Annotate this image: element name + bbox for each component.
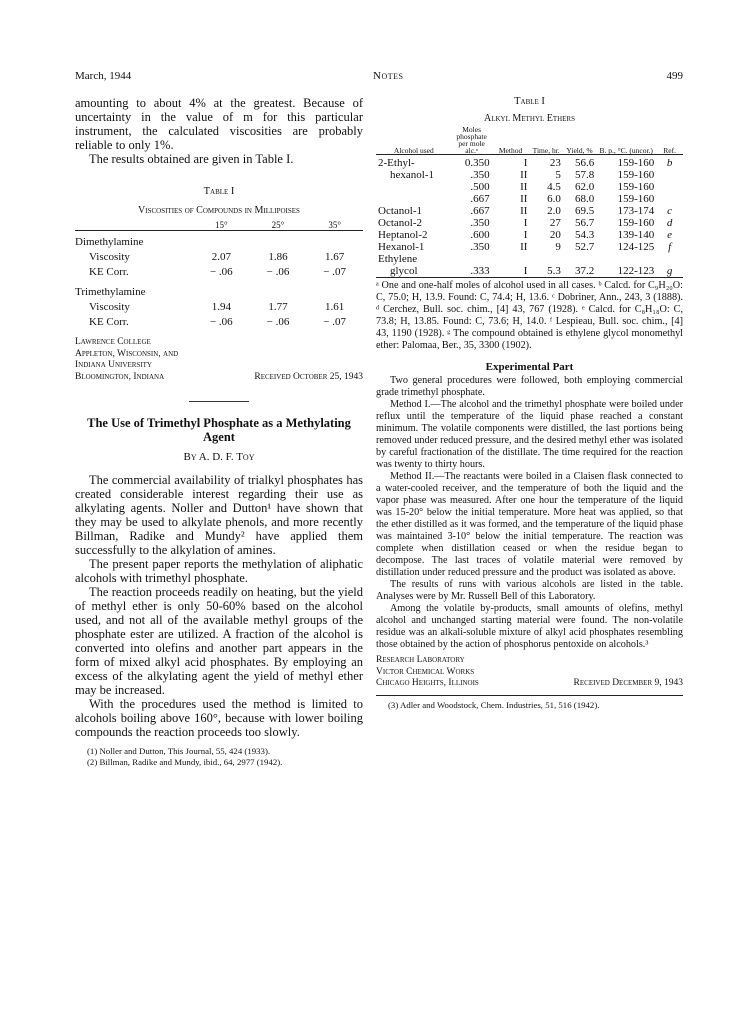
table-cell: 4.5	[547, 181, 561, 193]
table-cell: 62.0	[574, 181, 595, 193]
table-row	[376, 241, 683, 253]
table-cell	[656, 181, 683, 193]
table-cell: .350	[470, 169, 490, 181]
group-name: Trimethylamine	[75, 286, 146, 298]
table-cell: 159-160	[617, 181, 655, 193]
running-header-section: Notes	[373, 70, 404, 82]
table-footnotes: ᵃ One and one-half moles of alcohol used in all cases. ᵇ Calcd. for C₉H₂₀O: C, 75.0; H, 13.9. Found: C, 74.4; H, 13.6. ᶜ Dobriner, Ann., 243, 3 (1888). ᵈ Cerchez, Bull. soc. chim., [4] 43, 767 (1928). ᵉ Calcd. for C₈H₁₈O: C, 73.8; H, 13.85. Found: C, 73.6; H, 14.0. ᶠ Lespieau, Bull. soc. chim., [4] 43, 1190 (1928). ᵍ The compound obtained is ethylene glycol monomethyl ether: Palomaa, Ber., 35, 3300 (1902).	[376, 280, 683, 351]
table-cell: − .06	[266, 316, 290, 328]
table-cell: − .06	[209, 316, 233, 328]
table-cell: II	[520, 169, 528, 181]
table-cell: Heptanol-2	[378, 229, 428, 241]
affiliation-line: Lawrence College	[75, 337, 151, 347]
table-cell: 1.77	[268, 300, 288, 313]
table-cell: 1.94	[211, 300, 231, 313]
table-cell: 2.0	[547, 205, 561, 217]
running-header-date: March, 1944	[75, 70, 132, 82]
table-cell: 159-160	[617, 217, 655, 229]
table-row	[376, 205, 683, 217]
table-cell: f	[668, 241, 672, 253]
table-cell: .667	[470, 205, 490, 217]
table-cell: 5	[555, 169, 561, 181]
table-title: Alkyl Methyl Ethers	[484, 113, 575, 124]
table-cell: 23	[549, 157, 561, 169]
table-cell	[492, 253, 530, 265]
table-row	[376, 193, 683, 205]
table-cell: 5.3	[547, 265, 561, 277]
body-paragraph: The reaction proceeds readily on heating, but the yield of methyl ether is only 50-60% based on the alcohol used, and not all of the available methyl groups of the phosphate ester are utilized. A fraction of the alcohol is converted into olefins and another part appears in the form of mixed alkyl acid phosphates. By employing an excess of the alkylating agent the yield of methyl ether may be increased.	[75, 585, 363, 697]
body-paragraph: The commercial availability of trialkyl phosphates has created considerable interest regarding their use as alkylating agents. Noller and Dutton¹ have shown that they may be used to alkylate phenols, and more recently Billman, Radike and Mundy² have applied them successfully to the alkylation of amines.	[75, 473, 363, 557]
table-cell: .333	[470, 265, 490, 277]
table-cell	[376, 193, 452, 205]
table-cell: − .06	[266, 266, 290, 278]
table-cell: 54.3	[574, 229, 595, 241]
table-row	[376, 181, 683, 193]
viscosity-table	[75, 220, 363, 329]
body-paragraph: The results of runs with various alcohols are listed in the table. Analyses were by Mr. Russell Bell of this Laboratory.	[376, 579, 683, 602]
table-cell: 2-Ethyl-	[378, 157, 415, 169]
col-header: 15°	[215, 220, 228, 230]
table-cell: II	[520, 205, 528, 217]
row-label: Viscosity	[89, 250, 130, 263]
table-cell: I	[523, 229, 528, 241]
table-cell: 57.8	[574, 169, 595, 181]
table-cell: 52.7	[574, 241, 595, 253]
left-column	[75, 96, 363, 768]
table-cell: b	[666, 157, 673, 169]
table-cell: Octanol-1	[378, 205, 422, 217]
table-cell: 159-160	[617, 169, 655, 181]
table-row	[376, 265, 683, 278]
table-cell: − .06	[209, 266, 233, 278]
body-paragraph: The present paper reports the methylation of aliphatic alcohols with trimethyl phosphate.	[75, 557, 363, 585]
table-cell: 56.7	[574, 217, 595, 229]
table-cell: I	[523, 265, 528, 277]
table-cell: 2.07	[211, 250, 231, 263]
table-cell	[563, 253, 596, 265]
section-divider	[189, 401, 249, 402]
intro-paragraph: amounting to about 4% at the greatest. Because of uncertainty in the value of m for this particular instrument, the calculated viscosities are probably reliable to only 1%.	[75, 96, 363, 152]
affiliation-line: Research Laboratory	[376, 655, 465, 665]
table-cell: .500	[470, 181, 490, 193]
intro-paragraph: The results obtained are given in Table I.	[89, 152, 294, 166]
table-cell: .600	[470, 229, 490, 241]
table-cell: 9	[555, 241, 561, 253]
table-cell: 1.86	[268, 250, 288, 263]
table-row	[376, 253, 683, 265]
col-header: 35°	[328, 220, 341, 230]
affiliation-line: Appleton, Wisconsin, and	[75, 348, 179, 359]
table-cell: Hexanol-1	[378, 241, 425, 253]
col-header: 25°	[271, 220, 285, 230]
affiliation-block	[376, 655, 683, 690]
table-cell: 159-160	[617, 193, 655, 205]
table-cell: c	[667, 205, 673, 217]
article-title: The Use of Trimethyl Phosphate as a Methylating Agent	[87, 416, 351, 444]
table-cell: 1.67	[325, 250, 345, 263]
table-row	[376, 157, 683, 169]
affiliation-line: Bloomington, Indiana	[75, 371, 165, 382]
table-cell	[656, 169, 683, 181]
row-label: KE Corr.	[89, 266, 129, 278]
table-cell: .350	[470, 217, 490, 229]
row-label: Viscosity	[89, 300, 130, 313]
table-cell: 0.350	[464, 157, 490, 169]
table-cell: 122-123	[617, 265, 655, 277]
table-cell: II	[520, 241, 528, 253]
col-header: B. p., °C. (uncor.)	[599, 146, 653, 155]
table-title: Viscosities of Compounds in Millipoises	[138, 205, 300, 216]
table-cell: II	[520, 193, 528, 205]
table-cell: 124-125	[617, 241, 655, 253]
table-cell	[656, 253, 683, 265]
col-header: Alcohol used	[393, 146, 434, 155]
table-cell: 27	[549, 217, 561, 229]
table-cell: Octanol-2	[378, 217, 422, 229]
right-column	[376, 96, 683, 711]
footnote: (1) Noller and Dutton, This Journal, 55, 424 (1933).	[87, 746, 271, 756]
article-byline: By A. D. F. Toy	[183, 451, 255, 463]
footnote: (2) Billman, Radike and Mundy, ibid., 64, 2977 (1942).	[87, 757, 283, 767]
table-cell: 68.0	[574, 193, 595, 205]
table-cell: II	[520, 181, 528, 193]
table-row	[376, 217, 683, 229]
row-label: KE Corr.	[89, 316, 129, 328]
table-cell: 173-174	[617, 205, 655, 217]
table-label: Table I	[514, 96, 545, 107]
table-cell: I	[523, 157, 528, 169]
table-label: Table I	[203, 186, 235, 197]
table-cell: .667	[470, 193, 490, 205]
table-cell: 139-140	[617, 229, 655, 241]
received-date: Received October 25, 1943	[254, 371, 363, 382]
table-row	[376, 229, 683, 241]
table-cell: 56.6	[574, 157, 595, 169]
table-cell: 20	[549, 229, 561, 241]
table-cell: − .07	[323, 316, 347, 328]
footnote-rule	[376, 695, 683, 711]
col-header: Yield, %	[566, 146, 593, 155]
table-cell: glycol	[390, 265, 418, 277]
table-cell	[376, 181, 452, 193]
footnote: (3) Adler and Woodstock, Chem. Industries, 51, 516 (1942).	[388, 699, 600, 710]
table-cell	[656, 193, 683, 205]
table-cell: .350	[470, 241, 490, 253]
ethers-table	[376, 126, 683, 279]
affiliation-line: Victor Chemical Works	[376, 666, 475, 677]
table-cell: e	[667, 229, 673, 241]
footnotes	[75, 746, 363, 768]
table-cell: 69.5	[574, 205, 595, 217]
table-cell: 6.0	[547, 193, 561, 205]
body-paragraph: With the procedures used the method is limited to alcohols boiling above 160°, because with lower boiling compounds the reaction proceeds too slowly.	[75, 697, 363, 739]
table-cell	[529, 253, 562, 265]
page-number: 499	[666, 70, 683, 82]
body-paragraph: Two general procedures were followed, both employing commercial grade trimethyl phosphate.	[376, 375, 683, 398]
col-header: Moles phosphate per mole alc.ᵃ	[456, 125, 487, 155]
table-cell: I	[523, 217, 528, 229]
table-row	[376, 169, 683, 181]
group-name: Dimethylamine	[75, 236, 144, 248]
affiliation-line: Chicago Heights, Illinois	[376, 678, 479, 688]
table-cell	[452, 253, 492, 265]
body-paragraph: Method I.—The alcohol and the trimethyl phosphate were boiled under reflux until the temperature of the liquid phase reached a constant minimum. The volatile components were distilled, the last portions being removed under reduced pressure, and the desired methyl ether was isolated by careful fractionation of the distillate. The time required for the reaction was twenty to thirty hours.	[376, 399, 683, 470]
received-date: Received December 9, 1943	[573, 678, 683, 688]
table-cell: hexanol-1	[390, 169, 434, 181]
table-cell: d	[666, 217, 673, 229]
table-cell	[596, 253, 656, 265]
table-cell: Ethylene	[378, 253, 418, 265]
body-paragraph: Method II.—The reactants were boiled in a Claisen flask connected to a water-cooled receiver, and the temperature of both the liquid and the vapor phase was measured. After one hour the temperature of the liquid was 15-20° below the initial temperature. More heat was applied, so that the ether distilled as it was formed, and the temperature of the liquid phase was maintained 3-10° below the initial temperature. The reaction was complete when distillation ceased or when the residue began to decompose. The last traces of volatile material were removed by distillation under reduced pressure and the product was isolated as above.	[376, 471, 683, 578]
section-heading: Experimental Part	[485, 361, 574, 373]
col-header: Time, hr.	[532, 146, 560, 155]
col-header: Ref.	[663, 146, 676, 155]
table-cell: 159-160	[617, 157, 655, 169]
col-header: Method	[498, 146, 523, 155]
body-paragraph: Among the volatile by-products, small amounts of olefins, methyl alcohol and unchanged starting material were found. The non-volatile residue was an alkali-soluble mixture of alkyl acid phosphates resembling those obtained by the action of phosphorus pentoxide on alcohols.³	[376, 603, 683, 650]
table-cell: − .07	[323, 266, 347, 278]
affiliation-block	[75, 337, 363, 383]
table-cell: 37.2	[574, 265, 595, 277]
affiliation-line: Indiana University	[75, 360, 152, 370]
table-cell: 1.61	[325, 300, 345, 313]
table-cell: g	[666, 265, 673, 277]
